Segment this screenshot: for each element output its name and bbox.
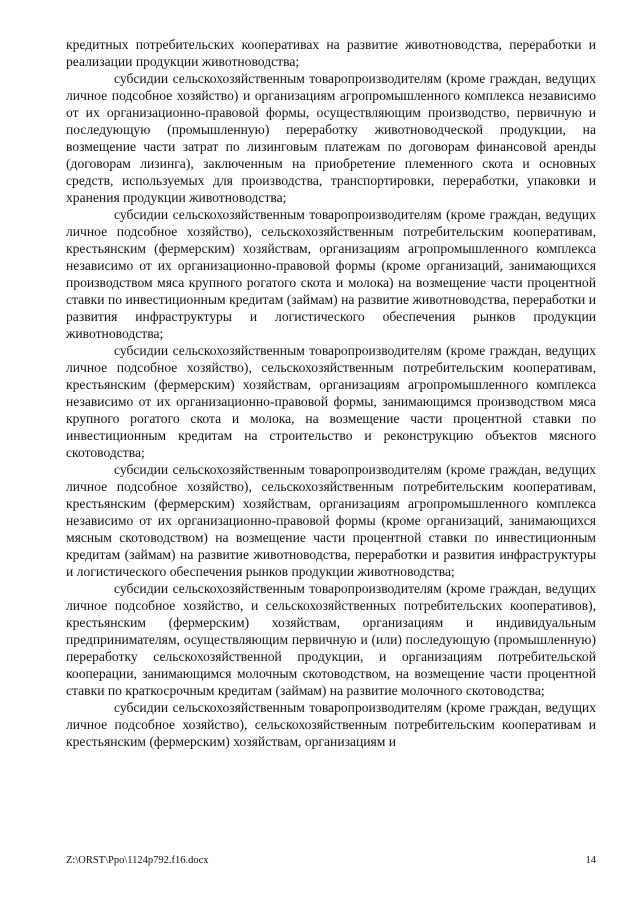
paragraph: субсидии сельскохозяйственным товаропроизводителям (кроме граждан, ведущих личное подсобное хозяйство) и организациям агропромышленного комплекса независимо от их организационно-правовой формы, осуществляющим производство, первичную и последующую (промышленную) переработку животноводческой продукции, на возмещение части затрат по лизинговым платежам по договорам финансовой аренды (договорам лизинга), заключенным на приобретение племенного скота и основных средств, используемых для производства, транспортировки, переработки, упаковки и хранения продукции животноводства; bbox=[66, 71, 596, 205]
paragraph: субсидии сельскохозяйственным товаропроизводителям (кроме граждан, ведущих личное подсобное хозяйство, и сельскохозяйственных потребительских кооперативов), крестьянским (фермерским) хозяйствам, организациям и индивидуальным предпринимателям, осуществляющим первичную и (или) последующую (промышленную) переработку сельскохозяйственной продукции, и организациям потребительской кооперации, занимающимся молочным скотоводством, на возмещение части процентной ставки по краткосрочным кредитам (займам) на развитие молочного скотоводства; bbox=[66, 581, 596, 698]
document-body bbox=[66, 36, 596, 750]
paragraph: субсидии сельскохозяйственным товаропроизводителям (кроме граждан, ведущих личное подсобное хозяйство), сельскохозяйственным потребительским кооперативам, крестьянским (фермерским) хозяйствам, организациям агропромышленного комплекса независимо от их организационно-правовой формы (кроме организаций, занимающихся мясным скотоводством) на возмещение части процентной ставки по инвестиционным кредитам (займам) на развитие животноводства, переработки и развития инфраструктуры и логистического обеспечения рынков продукции животноводства; bbox=[66, 462, 596, 579]
paragraph: субсидии сельскохозяйственным товаропроизводителям (кроме граждан, ведущих личное подсобное хозяйство), сельскохозяйственным потребительским кооперативам, крестьянским (фермерским) хозяйствам, организациям агропромышленного комплекса независимо от их организационно-правовой формы, занимающимся производством мяса крупного рогатого скота и молока, на возмещение части процентной ставки по инвестиционным кредитам на строительство и реконструкцию объектов мясного скотоводства; bbox=[66, 343, 596, 460]
paragraph-continuation: кредитных потребительских кооперативах на развитие животноводства, переработки и реализации продукции животноводства; bbox=[66, 37, 596, 69]
file-path: Z:\ORST\Ppo\1124p792.f16.docx bbox=[66, 855, 209, 866]
page-number: 14 bbox=[585, 855, 596, 866]
paragraph: субсидии сельскохозяйственным товаропроизводителям (кроме граждан, ведущих личное подсобное хозяйство), сельскохозяйственным потребительским кооперативам и крестьянским (фермерским) хозяйствам, организациям и bbox=[66, 700, 596, 749]
paragraph: субсидии сельскохозяйственным товаропроизводителям (кроме граждан, ведущих личное подсобное хозяйство), сельскохозяйственным потребительским кооперативам, крестьянским (фермерским) хозяйствам, организациям агропромышленного комплекса независимо от их организационно-правовой формы (кроме организаций, занимающихся производством мяса крупного рогатого скота и молока) на возмещение части процентной ставки по инвестиционным кредитам (займам) на развитие животноводства, переработки и развития инфраструктуры и логистического обеспечения рынков продукции животноводства; bbox=[66, 207, 596, 341]
